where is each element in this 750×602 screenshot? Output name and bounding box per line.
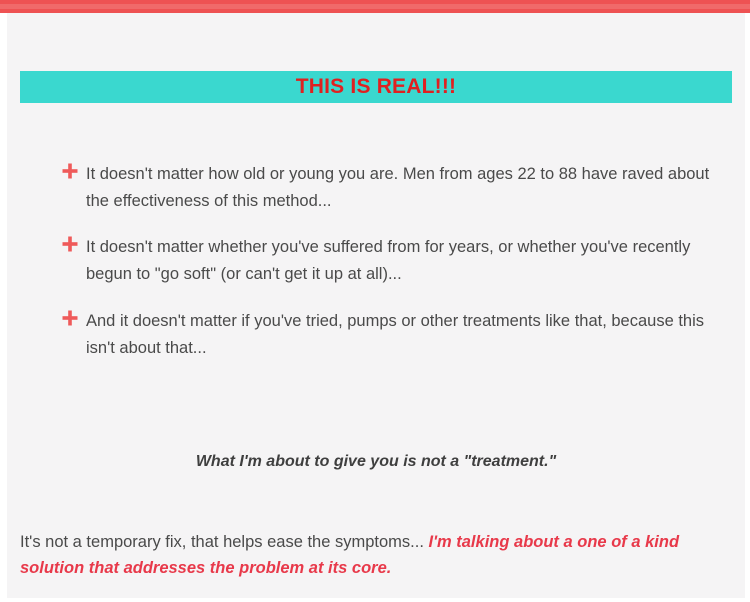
right-page-edge	[745, 13, 750, 602]
list-item-text: And it doesn't matter if you've tried, pumps or other treatments like that, because this isn't about that...	[86, 311, 705, 357]
list-item-text: It doesn't matter how old or young you are. Men from ages 22 to 88 have raved about the effectiveness of this method...	[86, 165, 710, 210]
closing-paragraph	[20, 530, 720, 581]
list-item	[62, 161, 732, 214]
page-title: THIS IS REAL!!!	[295, 75, 457, 98]
plus-icon	[62, 163, 78, 179]
plus-icon	[62, 236, 78, 252]
list-item	[62, 234, 732, 287]
top-accent-bar-highlight	[0, 4, 750, 9]
mid-statement-text: What I'm about to give you is not a "treatment."	[195, 453, 557, 470]
bottom-page-edge	[0, 598, 750, 602]
closing-plain-text: It's not a temporary fix, that helps ease the symptoms...	[20, 533, 429, 551]
plus-icon	[62, 310, 78, 326]
benefit-list	[62, 161, 732, 381]
left-page-edge	[0, 13, 7, 602]
headline-banner	[20, 71, 732, 103]
list-item-text: It doesn't matter whether you've suffered from for years, or whether you've recently begun to "go soft" (or can't get it up at all)...	[86, 238, 691, 284]
page-content	[7, 13, 745, 598]
closing-emphasis-text: I'm talking about a one of a kind solution that addresses the problem at its core.	[20, 533, 680, 577]
mid-statement	[7, 453, 745, 471]
list-item	[62, 308, 732, 361]
